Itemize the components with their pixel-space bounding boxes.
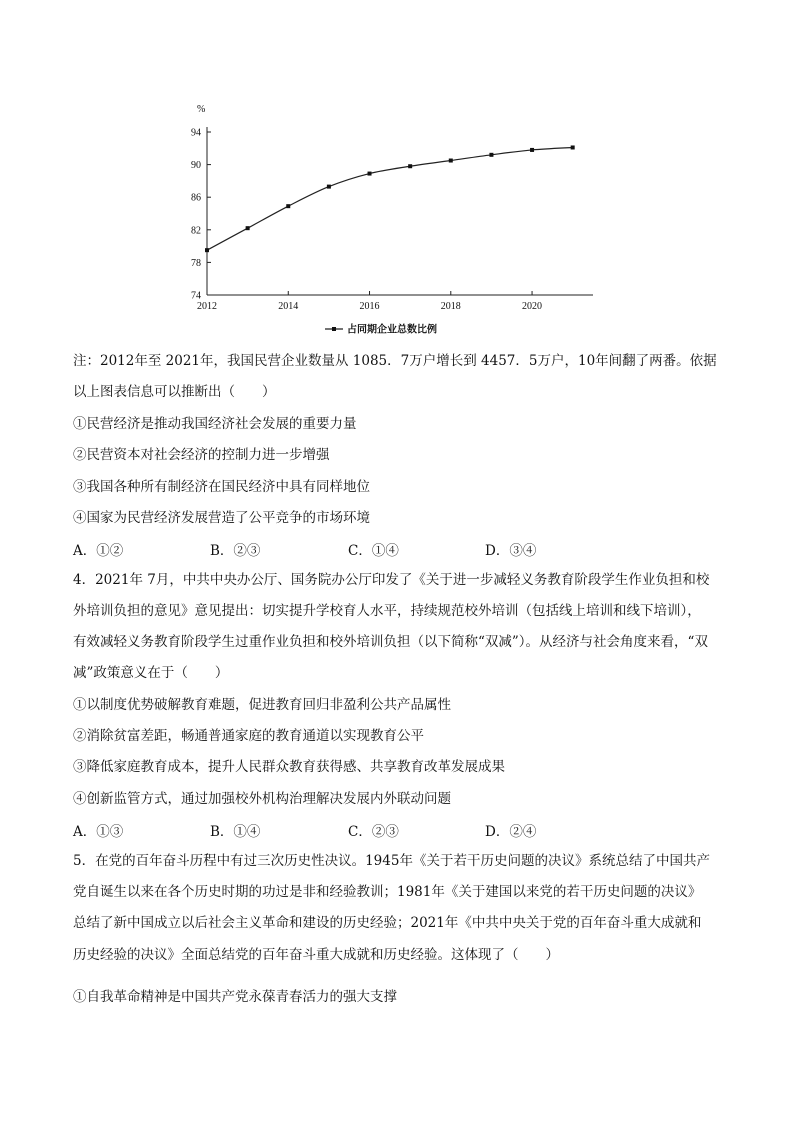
y-axis-unit-label: % — [197, 104, 206, 115]
data-point — [246, 226, 250, 230]
q3-item-4: ④国家为民营经济发展营造了公平竞争的市场环境 — [73, 510, 370, 526]
q4-item-4: ④创新监管方式，通过加强校外机构治理解决发展内外联动问题 — [73, 791, 451, 807]
legend-label: 占同期企业总数比例 — [347, 324, 437, 336]
q3-item-2: ②民营资本对社会经济的控制力进一步增强 — [73, 447, 330, 463]
q3-option-a: A．①② — [73, 543, 124, 559]
y-tick-label: 90 — [191, 160, 201, 172]
q4-stem-line4: 减”政策意义在于（ ） — [73, 665, 229, 681]
series-line — [207, 147, 573, 250]
q4-item-3: ③降低家庭教育成本，提升人民群众教育获得感、共享教育改革发展成果 — [73, 759, 505, 775]
q5-stem-line2: 党自诞生以来在各个历史时期的功过是非和经验教训；1981年《关于建国以来党的若干历史问题的决议》 — [73, 884, 702, 900]
x-tick-label: 2012 — [197, 301, 217, 312]
x-tick-label: 2016 — [359, 301, 380, 312]
q4-stem-line2: 外培训负担的意见》意见提出：切实提升学校育人水平，持续规范校外培训（包括线上培训和线下培训）， — [73, 603, 701, 619]
data-point — [449, 159, 453, 163]
q4-option-b: B．①④ — [210, 824, 261, 840]
q3-item-3: ③我国各种所有制经济在国民经济中具有同样地位 — [73, 479, 370, 495]
data-point — [408, 164, 412, 168]
q3-option-d: D．③④ — [485, 543, 537, 559]
q3-note-line1: 注：2012年至 2021年，我国民营企业数量从 1085．7万户增长到 4457．5万户，10年间翻了两番。依据 — [73, 353, 717, 369]
data-point — [530, 148, 534, 152]
q4-stem-line1: 4．2021年 7月，中共中央办公厅、国务院办公厅印发了《关于进一步减轻义务教育阶段学生作业负担和校 — [73, 572, 710, 588]
q4-option-c: C．②③ — [348, 824, 399, 840]
q3-item-1: ①民营经济是推动我国经济社会发展的重要力量 — [73, 416, 357, 432]
data-point — [327, 185, 331, 189]
line-chart — [180, 95, 610, 340]
q5-stem-line1: 5．在党的百年奋斗历程中有过三次历史性决议。1945年《关于若干历史问题的决议》系统总结了中国共产 — [73, 853, 710, 869]
data-point — [489, 153, 493, 157]
q5-stem-line4: 历史经验的决议》全面总结党的百年奋斗重大成就和历史经验。这体现了（ ） — [73, 947, 559, 963]
q3-option-b: B．②③ — [210, 543, 261, 559]
q4-option-d: D．②④ — [485, 824, 537, 840]
y-tick-label: 74 — [191, 290, 201, 302]
legend-marker — [332, 327, 336, 331]
data-point — [571, 145, 575, 149]
q4-option-a: A．①③ — [73, 824, 124, 840]
y-tick-label: 94 — [191, 127, 201, 139]
y-tick-label: 82 — [191, 225, 201, 237]
y-tick-label: 78 — [191, 257, 201, 269]
q5-item-1: ①自我革命精神是中国共产党永葆青春活力的强大支撑 — [73, 989, 397, 1005]
data-point — [205, 248, 209, 252]
x-tick-label: 2014 — [278, 301, 299, 312]
y-tick-label: 86 — [191, 192, 201, 204]
q4-item-2: ②消除贫富差距，畅通普通家庭的教育通道以实现教育公平 — [73, 728, 424, 744]
q3-note-line2: 以上图表信息可以推断出（ ） — [73, 384, 276, 400]
x-tick-label: 2018 — [440, 301, 461, 312]
q4-item-1: ①以制度优势破解教育难题，促进教育回归非盈利公共产品属性 — [73, 697, 451, 713]
q3-option-c: C．①④ — [348, 543, 399, 559]
q4-stem-line3: 有效减轻义务教育阶段学生过重作业负担和校外培训负担（以下简称“双减”）。从经济与社会角度来看，“双 — [73, 634, 708, 650]
data-point — [368, 172, 372, 176]
x-tick-label: 2020 — [522, 301, 543, 312]
data-point — [286, 204, 290, 208]
q5-stem-line3: 总结了新中国成立以后社会主义革命和建设的历史经验；2021年《中共中央关于党的百年奋斗重大成就和 — [73, 915, 702, 931]
chart-area — [180, 95, 610, 340]
